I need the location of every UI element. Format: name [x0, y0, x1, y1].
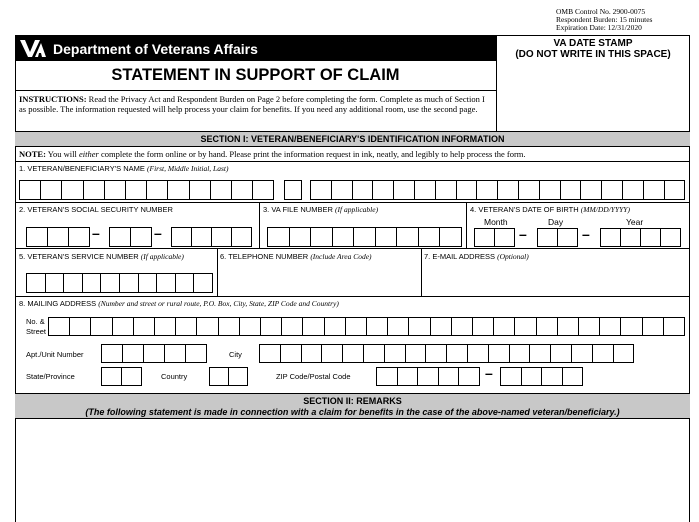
- city-char-box[interactable]: [550, 344, 572, 363]
- street-char-box[interactable]: [472, 317, 494, 336]
- city-char-box[interactable]: [446, 344, 468, 363]
- email-label-text: 7. E-MAIL ADDRESS: [424, 252, 495, 261]
- country-label: Country: [161, 372, 188, 381]
- service-number-char-box[interactable]: [26, 273, 46, 293]
- dob-year-box[interactable]: [660, 228, 681, 247]
- first-name-char-box[interactable]: [210, 180, 232, 200]
- name-label: [19, 164, 228, 173]
- va-file-char-box[interactable]: [289, 227, 312, 247]
- zip-char-box[interactable]: [458, 367, 480, 386]
- last-name-char-box[interactable]: [414, 180, 436, 200]
- street-char-box[interactable]: [302, 317, 324, 336]
- section-1-title: SECTION I: VETERAN/BENEFICIARY'S IDENTIFICATION INFORMATION: [200, 134, 505, 144]
- last-name-char-box[interactable]: [518, 180, 540, 200]
- last-name-char-box[interactable]: [539, 180, 561, 200]
- city-char-box[interactable]: [529, 344, 551, 363]
- dob-month-label: Month: [484, 217, 508, 227]
- separator-dash: –: [582, 226, 590, 242]
- phone-label: [220, 252, 372, 261]
- dob-label: [470, 205, 630, 214]
- apt-label: Apt./Unit Number: [26, 350, 84, 359]
- email-field[interactable]: [424, 266, 686, 294]
- last-name-char-box[interactable]: [310, 180, 332, 200]
- street-char-box[interactable]: [451, 317, 473, 336]
- email-label: [424, 252, 529, 261]
- section-1-note: [19, 149, 526, 159]
- divider: [421, 248, 422, 296]
- street-char-box[interactable]: [642, 317, 664, 336]
- last-name-char-box[interactable]: [352, 180, 374, 200]
- street-label: [26, 317, 46, 337]
- city-char-box[interactable]: [467, 344, 489, 363]
- street-char-box[interactable]: [387, 317, 409, 336]
- ssn-char-box[interactable]: [26, 227, 48, 247]
- service-number-char-box[interactable]: [175, 273, 195, 293]
- dob-year-box[interactable]: [620, 228, 641, 247]
- section-1-header: [15, 132, 690, 146]
- dob-year-label: Year: [626, 217, 644, 227]
- section-2-subtitle: (The following statement is made in connection with a claim for benefits in the case of the above-named veteran/beneficiary.): [85, 407, 620, 417]
- separator-dash: –: [154, 225, 162, 241]
- ssn-char-box[interactable]: [211, 227, 232, 247]
- last-name-char-box[interactable]: [476, 180, 498, 200]
- last-name-char-box[interactable]: [643, 180, 665, 200]
- street-char-box[interactable]: [260, 317, 282, 336]
- dob-month-box[interactable]: [494, 228, 515, 247]
- note-either: either: [79, 149, 99, 159]
- file-label-text: 3. VA FILE NUMBER: [263, 205, 333, 214]
- first-name-char-box[interactable]: [252, 180, 274, 200]
- divider: [15, 296, 690, 297]
- street-char-box[interactable]: [620, 317, 642, 336]
- stamp-note: (DO NOT WRITE IN THIS SPACE): [515, 49, 671, 60]
- name-hint: (First, Middle Initial, Last): [147, 164, 229, 173]
- first-name-char-box[interactable]: [189, 180, 211, 200]
- phone-label-text: 6. TELEPHONE NUMBER: [220, 252, 309, 261]
- last-name-char-box[interactable]: [560, 180, 582, 200]
- agency-name: Department of Veterans Affairs: [53, 41, 258, 57]
- service-number-char-box[interactable]: [45, 273, 65, 293]
- ssn-char-box[interactable]: [68, 227, 90, 247]
- divider: [15, 418, 690, 419]
- section-2-title: SECTION II: REMARKS: [303, 396, 402, 406]
- zip-extension-box[interactable]: [521, 367, 543, 386]
- service-number-char-box[interactable]: [63, 273, 83, 293]
- instructions: [19, 94, 489, 114]
- file-hint: (If applicable): [334, 205, 379, 214]
- divider: [15, 248, 690, 249]
- city-char-box[interactable]: [509, 344, 531, 363]
- street-label-line2: Street: [26, 327, 47, 336]
- apt-char-box[interactable]: [101, 344, 123, 363]
- first-name-char-box[interactable]: [19, 180, 41, 200]
- street-char-box[interactable]: [281, 317, 303, 336]
- zip-char-box[interactable]: [438, 367, 460, 386]
- first-name-char-box[interactable]: [40, 180, 62, 200]
- va-file-char-box[interactable]: [439, 227, 462, 247]
- street-char-box[interactable]: [536, 317, 558, 336]
- instructions-label: INSTRUCTIONS:: [19, 94, 87, 104]
- apt-char-box[interactable]: [185, 344, 207, 363]
- phone-field[interactable]: [220, 266, 418, 294]
- expiration-date: Expiration Date: 12/31/2020: [556, 23, 642, 32]
- service-number-char-box[interactable]: [100, 273, 120, 293]
- omb-control-number: OMB Control No. 2900-0075: [556, 7, 646, 16]
- service-number-char-box[interactable]: [156, 273, 176, 293]
- last-name-char-box[interactable]: [664, 180, 686, 200]
- dob-year-box[interactable]: [640, 228, 661, 247]
- va-file-char-box[interactable]: [332, 227, 355, 247]
- address-hint: (Number and street or rural route, P.O. Box, City, State, ZIP Code and Country): [98, 299, 339, 308]
- service-number-char-box[interactable]: [138, 273, 158, 293]
- street-char-box[interactable]: [154, 317, 176, 336]
- ssn-char-box[interactable]: [47, 227, 69, 247]
- note-label: NOTE:: [19, 149, 46, 159]
- va-file-char-box[interactable]: [396, 227, 419, 247]
- city-char-box[interactable]: [321, 344, 343, 363]
- divider: [15, 202, 690, 203]
- last-name-char-box[interactable]: [435, 180, 457, 200]
- section-2-header: [15, 394, 690, 418]
- street-char-box[interactable]: [493, 317, 515, 336]
- first-name-char-box[interactable]: [83, 180, 105, 200]
- divider: [15, 146, 690, 147]
- first-name-char-box[interactable]: [231, 180, 253, 200]
- city-char-box[interactable]: [301, 344, 323, 363]
- street-char-box[interactable]: [514, 317, 536, 336]
- ssn-char-box[interactable]: [191, 227, 212, 247]
- zip-label: ZIP Code/Postal Code: [276, 372, 351, 381]
- last-name-char-box[interactable]: [622, 180, 644, 200]
- last-name-char-box[interactable]: [372, 180, 394, 200]
- name-label-text: 1. VETERAN/BENEFICIARY'S NAME: [19, 164, 145, 173]
- street-char-box[interactable]: [366, 317, 388, 336]
- city-char-box[interactable]: [280, 344, 302, 363]
- instructions-text: Read the Privacy Act and Respondent Burden on Page 2 before completing the form. Complete as much of Section I as possible. The information requested will help process your claim for benefits. If you need any additional room, use the second page.: [19, 94, 485, 114]
- state-label: State/Province: [26, 372, 75, 381]
- zip-char-box[interactable]: [397, 367, 419, 386]
- street-char-box[interactable]: [599, 317, 621, 336]
- zip-extension-box[interactable]: [500, 367, 522, 386]
- va-date-stamp-area: [497, 36, 689, 130]
- service-number-char-box[interactable]: [193, 273, 213, 293]
- zip-char-box[interactable]: [417, 367, 439, 386]
- first-name-char-box[interactable]: [167, 180, 189, 200]
- ssn-char-box[interactable]: [171, 227, 192, 247]
- dob-month-box[interactable]: [474, 228, 495, 247]
- va-file-char-box[interactable]: [267, 227, 290, 247]
- apt-char-box[interactable]: [164, 344, 186, 363]
- city-char-box[interactable]: [571, 344, 593, 363]
- city-char-box[interactable]: [405, 344, 427, 363]
- divider: [15, 161, 690, 162]
- address-label: [19, 299, 339, 308]
- service-number-char-box[interactable]: [82, 273, 102, 293]
- remarks-area[interactable]: [17, 420, 688, 520]
- first-name-char-box[interactable]: [125, 180, 147, 200]
- ssn-label: 2. VETERAN'S SOCIAL SECURITY NUMBER: [19, 205, 173, 214]
- separator-dash: –: [485, 365, 493, 381]
- apt-char-box[interactable]: [122, 344, 144, 363]
- file-label: [263, 205, 378, 214]
- divider: [217, 248, 218, 296]
- street-char-box[interactable]: [430, 317, 452, 336]
- header-banner: [15, 35, 496, 61]
- first-name-char-box[interactable]: [146, 180, 168, 200]
- separator-dash: –: [92, 225, 100, 241]
- ssn-char-box[interactable]: [109, 227, 131, 247]
- zip-char-box[interactable]: [376, 367, 398, 386]
- last-name-char-box[interactable]: [456, 180, 478, 200]
- stamp-title: VA DATE STAMP: [553, 38, 633, 49]
- street-char-box[interactable]: [345, 317, 367, 336]
- city-char-box[interactable]: [488, 344, 510, 363]
- service-label: [19, 252, 184, 261]
- last-name-char-box[interactable]: [580, 180, 602, 200]
- street-char-box[interactable]: [239, 317, 261, 336]
- street-char-box[interactable]: [196, 317, 218, 336]
- middle-initial-box[interactable]: [284, 180, 302, 200]
- dob-day-box[interactable]: [557, 228, 578, 247]
- zip-extension-box[interactable]: [562, 367, 584, 386]
- email-hint: (Optional): [497, 252, 529, 261]
- zip-extension-box[interactable]: [541, 367, 563, 386]
- street-char-box[interactable]: [48, 317, 70, 336]
- city-char-box[interactable]: [592, 344, 614, 363]
- service-hint: (If applicable): [140, 252, 184, 261]
- dob-day-label: Day: [548, 217, 564, 227]
- address-label-text: 8. MAILING ADDRESS: [19, 299, 97, 308]
- street-char-box[interactable]: [408, 317, 430, 336]
- state-char-box[interactable]: [121, 367, 142, 386]
- street-char-box[interactable]: [578, 317, 600, 336]
- last-name-char-box[interactable]: [497, 180, 519, 200]
- phone-hint: (Include Area Code): [310, 252, 372, 261]
- street-char-box[interactable]: [112, 317, 134, 336]
- country-char-box[interactable]: [209, 367, 229, 386]
- city-char-box[interactable]: [425, 344, 447, 363]
- city-char-box[interactable]: [384, 344, 406, 363]
- divider: [466, 202, 467, 248]
- va-file-char-box[interactable]: [310, 227, 333, 247]
- street-char-box[interactable]: [175, 317, 197, 336]
- street-char-box[interactable]: [69, 317, 91, 336]
- note-pre: You will: [45, 149, 79, 159]
- last-name-char-box[interactable]: [331, 180, 353, 200]
- form-title: STATEMENT IN SUPPORT OF CLAIM: [111, 66, 400, 84]
- first-name-char-box[interactable]: [104, 180, 126, 200]
- state-char-box[interactable]: [101, 367, 122, 386]
- service-label-text: 5. VETERAN'S SERVICE NUMBER: [19, 252, 139, 261]
- dob-hint: (MM/DD/YYYY): [580, 205, 630, 214]
- va-file-char-box[interactable]: [418, 227, 441, 247]
- last-name-char-box[interactable]: [601, 180, 623, 200]
- street-char-box[interactable]: [133, 317, 155, 336]
- last-name-char-box[interactable]: [393, 180, 415, 200]
- divider: [259, 202, 260, 248]
- street-char-box[interactable]: [218, 317, 240, 336]
- va-logo-icon: [19, 37, 49, 59]
- omb-info: [556, 8, 652, 32]
- dob-label-text: 4. VETERAN'S DATE OF BIRTH: [470, 205, 579, 214]
- street-char-box[interactable]: [663, 317, 685, 336]
- va-file-char-box[interactable]: [353, 227, 376, 247]
- ssn-char-box[interactable]: [231, 227, 252, 247]
- city-char-box[interactable]: [259, 344, 281, 363]
- note-post: complete the form online or by hand. Please print the information request in ink, neatly, and legibly to help process the form.: [98, 149, 526, 159]
- city-char-box[interactable]: [613, 344, 635, 363]
- apt-char-box[interactable]: [143, 344, 165, 363]
- dob-year-box[interactable]: [600, 228, 621, 247]
- country-char-box[interactable]: [228, 367, 248, 386]
- dob-day-box[interactable]: [537, 228, 558, 247]
- separator-dash: –: [519, 226, 527, 242]
- street-label-line1: No. &: [26, 317, 45, 326]
- service-number-char-box[interactable]: [119, 273, 139, 293]
- ssn-char-box[interactable]: [130, 227, 152, 247]
- divider: [15, 90, 497, 91]
- city-char-box[interactable]: [342, 344, 364, 363]
- street-char-box[interactable]: [557, 317, 579, 336]
- city-char-box[interactable]: [363, 344, 385, 363]
- first-name-char-box[interactable]: [61, 180, 83, 200]
- va-file-char-box[interactable]: [375, 227, 398, 247]
- street-char-box[interactable]: [90, 317, 112, 336]
- respondent-burden: Respondent Burden: 15 minutes: [556, 15, 653, 24]
- street-char-box[interactable]: [324, 317, 346, 336]
- city-label: City: [229, 350, 242, 359]
